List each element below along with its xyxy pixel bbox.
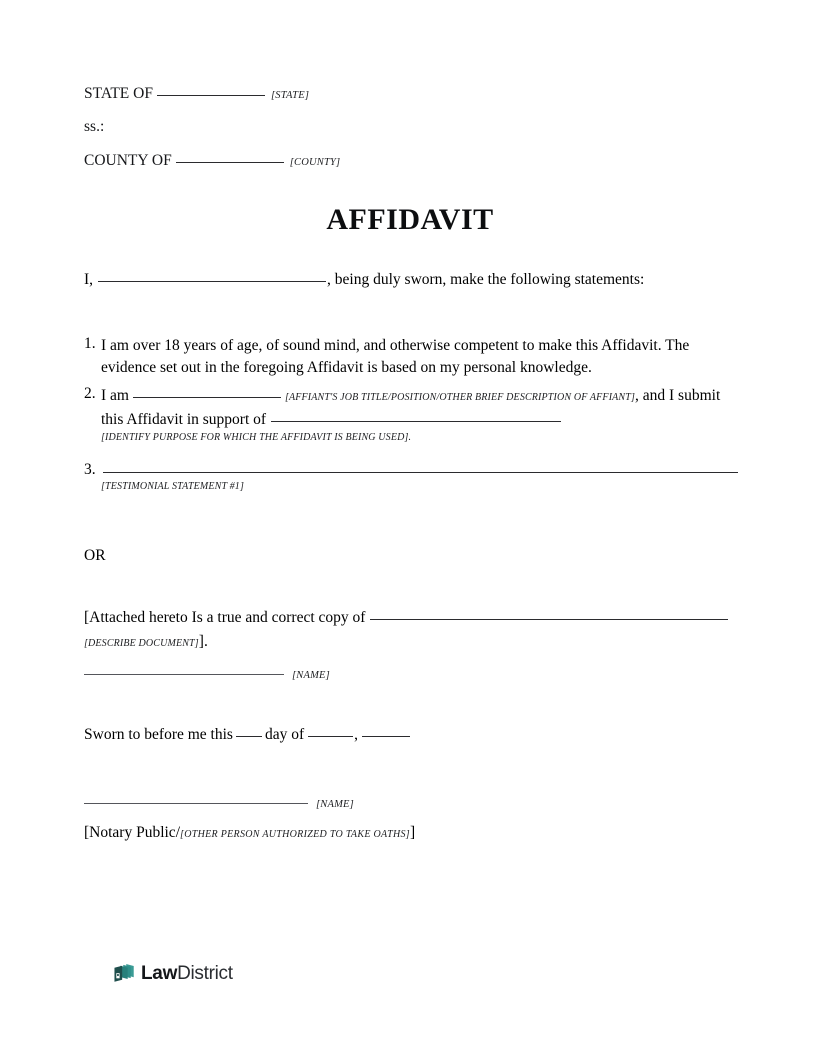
sworn-year-blank[interactable]: [362, 736, 410, 737]
notary-role-suffix: ]: [409, 824, 416, 841]
purpose-note: [IDENTIFY PURPOSE FOR WHICH THE AFFIDAVIT IS BEING USED].: [101, 432, 412, 443]
attached-line: [84, 609, 728, 627]
item-2-number: 2.: [84, 385, 96, 402]
or-separator: OR: [84, 547, 106, 564]
item-3-text: [101, 461, 736, 483]
describe-document-note: [DESCRIBE DOCUMENT]: [84, 638, 199, 649]
item-1-number: 1.: [84, 335, 96, 352]
job-title-note: [AFFIANT'S JOB TITLE/POSITION/OTHER BRIEF DESCRIPTION OF AFFIANT]: [284, 392, 636, 403]
support-purpose-blank[interactable]: [271, 421, 561, 422]
notary-role-prefix: [Notary Public/: [84, 824, 180, 841]
intro-prefix: I,: [84, 271, 94, 288]
testimonial-note: [TESTIMONIAL STATEMENT #1]: [101, 481, 245, 492]
logo-word-district: District: [177, 962, 233, 984]
notary-role-line: [84, 824, 415, 842]
ss-label: ss.:: [84, 118, 105, 135]
list-item: [84, 385, 736, 443]
notary-role-note: [OTHER PERSON AUTHORIZED TO TAKE OATHS]: [180, 829, 410, 840]
sworn-month-blank[interactable]: [308, 736, 353, 737]
sworn-prefix: Sworn to before me this: [84, 726, 233, 743]
state-note: [STATE]: [270, 90, 310, 101]
county-note: [COUNTY]: [289, 157, 341, 168]
notary-name-note: [NAME]: [316, 799, 354, 810]
state-blank[interactable]: [157, 95, 265, 96]
county-line: [84, 152, 340, 170]
intro-suffix: , being duly sworn, make the following statements:: [327, 271, 645, 288]
sworn-day-blank[interactable]: [236, 736, 262, 737]
item-2-text: [101, 385, 736, 430]
testimonial-statement-blank[interactable]: [103, 472, 738, 473]
stacked-books-icon: [113, 962, 135, 984]
logo-word-law: Law: [141, 962, 178, 984]
affiant-signature-line: [84, 665, 330, 683]
state-label: STATE OF: [84, 85, 153, 102]
notary-signature-blank[interactable]: [84, 803, 308, 804]
logo-wordmark: [141, 964, 233, 983]
job-title-blank[interactable]: [133, 397, 281, 398]
county-blank[interactable]: [176, 162, 284, 163]
item-3-number: 3.: [84, 461, 96, 478]
sworn-comma: ,: [354, 726, 358, 743]
notary-signature-line: [84, 794, 354, 812]
lawdistrict-logo[interactable]: [113, 962, 233, 984]
page-title: AFFIDAVIT: [326, 203, 494, 236]
affiant-name-blank[interactable]: [98, 281, 326, 282]
attached-text: [Attached hereto Is a true and correct copy of: [84, 609, 366, 626]
affiant-name-note: [NAME]: [292, 670, 330, 681]
list-item: [84, 461, 736, 492]
intro-line: [84, 271, 644, 289]
item-2-cont: this Affidavit in support of: [101, 410, 267, 428]
list-item: [84, 335, 736, 378]
item-2-lead: I am: [101, 387, 129, 404]
state-line: [84, 85, 309, 103]
attached-tail: ].: [198, 633, 208, 650]
county-label: COUNTY OF: [84, 152, 172, 169]
describe-document-blank[interactable]: [370, 619, 728, 620]
item-1-text: I am over 18 years of age, of sound mind, and otherwise competent to make this Affidavit. The evidence set out in the foregoing Affidavit is based on my personal knowledge.: [101, 337, 690, 376]
item-2-mid: , and I submit: [635, 387, 721, 404]
sworn-line: [84, 726, 410, 744]
describe-document-note-line: [84, 633, 208, 651]
ss-line: [84, 118, 104, 136]
sworn-day-word: day of: [264, 726, 305, 743]
affiant-signature-blank[interactable]: [84, 674, 284, 675]
